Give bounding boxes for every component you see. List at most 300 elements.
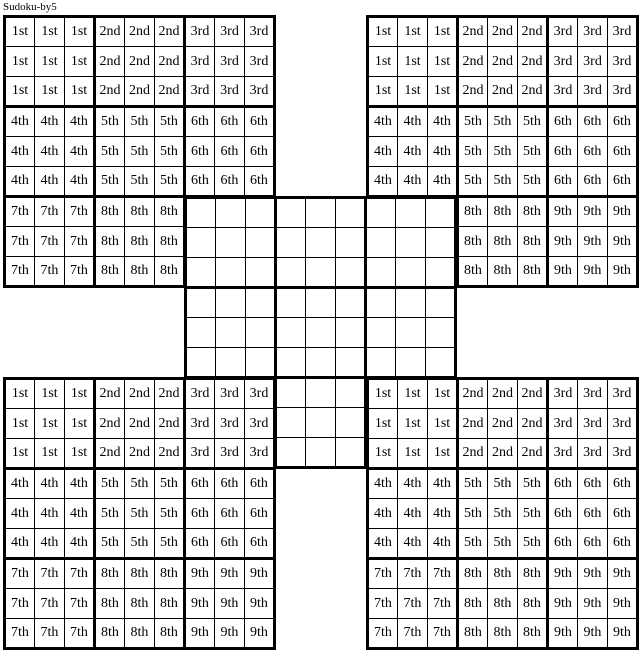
sudoku-cell[interactable]: [246, 198, 276, 228]
sudoku-cell[interactable]: 2nd: [458, 379, 488, 409]
sudoku-cell[interactable]: 2nd: [518, 409, 548, 439]
sudoku-cell[interactable]: 8th: [125, 197, 155, 227]
sudoku-cell[interactable]: 7th: [35, 227, 65, 257]
sudoku-cell[interactable]: [186, 228, 216, 258]
sudoku-cell[interactable]: 3rd: [245, 77, 275, 107]
sudoku-cell[interactable]: 3rd: [608, 439, 638, 469]
sudoku-cell[interactable]: 9th: [578, 589, 608, 619]
sudoku-cell[interactable]: 7th: [35, 619, 65, 649]
sudoku-cell[interactable]: 3rd: [608, 17, 638, 47]
sudoku-cell[interactable]: 4th: [398, 107, 428, 137]
sudoku-cell[interactable]: [336, 228, 366, 258]
sudoku-cell[interactable]: 7th: [35, 257, 65, 287]
sudoku-cell[interactable]: 6th: [578, 167, 608, 197]
sudoku-cell[interactable]: 7th: [398, 559, 428, 589]
sudoku-cell[interactable]: 3rd: [608, 409, 638, 439]
sudoku-cell[interactable]: 7th: [5, 227, 35, 257]
sudoku-cell[interactable]: 8th: [155, 257, 185, 287]
sudoku-cell[interactable]: [336, 288, 366, 318]
sudoku-cell[interactable]: 4th: [65, 107, 95, 137]
sudoku-cell[interactable]: 1st: [398, 17, 428, 47]
sudoku-cell[interactable]: 1st: [368, 379, 398, 409]
sudoku-cell[interactable]: [276, 198, 306, 228]
sudoku-cell[interactable]: 9th: [608, 589, 638, 619]
sudoku-cell[interactable]: 6th: [215, 107, 245, 137]
sudoku-cell[interactable]: 6th: [185, 529, 215, 559]
sudoku-cell[interactable]: 3rd: [578, 439, 608, 469]
sudoku-cell[interactable]: 1st: [368, 409, 398, 439]
sudoku-cell[interactable]: 9th: [578, 197, 608, 227]
sudoku-cell[interactable]: 4th: [428, 529, 458, 559]
sudoku-cell[interactable]: 5th: [518, 469, 548, 499]
sudoku-cell[interactable]: [186, 288, 216, 318]
sudoku-cell[interactable]: 8th: [458, 589, 488, 619]
sudoku-cell[interactable]: 6th: [245, 529, 275, 559]
sudoku-cell[interactable]: 4th: [398, 499, 428, 529]
sudoku-cell[interactable]: 2nd: [125, 379, 155, 409]
sudoku-cell[interactable]: 9th: [608, 619, 638, 649]
sudoku-cell[interactable]: 4th: [368, 469, 398, 499]
sudoku-cell[interactable]: [426, 228, 456, 258]
sudoku-cell[interactable]: 6th: [185, 469, 215, 499]
sudoku-cell[interactable]: [366, 258, 396, 288]
sudoku-cell[interactable]: 5th: [125, 529, 155, 559]
sudoku-cell[interactable]: 1st: [368, 77, 398, 107]
sudoku-cell[interactable]: 7th: [368, 589, 398, 619]
sudoku-cell[interactable]: [336, 378, 366, 408]
sudoku-cell[interactable]: 8th: [125, 589, 155, 619]
sudoku-cell[interactable]: 7th: [5, 619, 35, 649]
sudoku-cell[interactable]: [216, 288, 246, 318]
sudoku-cell[interactable]: 2nd: [518, 47, 548, 77]
sudoku-cell[interactable]: [366, 228, 396, 258]
sudoku-cell[interactable]: 8th: [488, 197, 518, 227]
sudoku-cell[interactable]: 1st: [5, 47, 35, 77]
sudoku-cell[interactable]: 5th: [155, 137, 185, 167]
sudoku-cell[interactable]: 2nd: [95, 77, 125, 107]
sudoku-cell[interactable]: [246, 348, 276, 378]
sudoku-cell[interactable]: [396, 228, 426, 258]
sudoku-cell[interactable]: 1st: [398, 379, 428, 409]
sudoku-cell[interactable]: 1st: [65, 439, 95, 469]
sudoku-cell[interactable]: 1st: [428, 379, 458, 409]
sudoku-cell[interactable]: 7th: [368, 619, 398, 649]
sudoku-cell[interactable]: 5th: [95, 137, 125, 167]
sudoku-cell[interactable]: 1st: [35, 379, 65, 409]
sudoku-cell[interactable]: 6th: [578, 529, 608, 559]
sudoku-cell[interactable]: 8th: [95, 197, 125, 227]
sudoku-cell[interactable]: [276, 318, 306, 348]
sudoku-cell[interactable]: 5th: [488, 529, 518, 559]
sudoku-cell[interactable]: 4th: [398, 167, 428, 197]
sudoku-cell[interactable]: 4th: [428, 167, 458, 197]
sudoku-cell[interactable]: 9th: [578, 619, 608, 649]
sudoku-cell[interactable]: [246, 258, 276, 288]
sudoku-cell[interactable]: 3rd: [215, 409, 245, 439]
sudoku-cell[interactable]: 3rd: [548, 409, 578, 439]
sudoku-cell[interactable]: 1st: [368, 47, 398, 77]
sudoku-cell[interactable]: 8th: [488, 257, 518, 287]
sudoku-cell[interactable]: 8th: [518, 227, 548, 257]
sudoku-cell[interactable]: 1st: [65, 47, 95, 77]
sudoku-cell[interactable]: 7th: [398, 589, 428, 619]
sudoku-cell[interactable]: 4th: [35, 469, 65, 499]
sudoku-cell[interactable]: 7th: [35, 589, 65, 619]
sudoku-cell[interactable]: 4th: [398, 137, 428, 167]
sudoku-cell[interactable]: 6th: [578, 107, 608, 137]
sudoku-cell[interactable]: 6th: [548, 137, 578, 167]
sudoku-cell[interactable]: 9th: [215, 589, 245, 619]
sudoku-cell[interactable]: 8th: [518, 619, 548, 649]
sudoku-cell[interactable]: 8th: [95, 257, 125, 287]
sudoku-cell[interactable]: 2nd: [155, 17, 185, 47]
sudoku-cell[interactable]: 3rd: [608, 77, 638, 107]
sudoku-cell[interactable]: 6th: [185, 499, 215, 529]
sudoku-cell[interactable]: 4th: [428, 107, 458, 137]
sudoku-cell[interactable]: [336, 438, 366, 468]
sudoku-cell[interactable]: 8th: [155, 619, 185, 649]
sudoku-cell[interactable]: [426, 198, 456, 228]
sudoku-cell[interactable]: 8th: [125, 257, 155, 287]
sudoku-cell[interactable]: [366, 288, 396, 318]
sudoku-cell[interactable]: 9th: [608, 257, 638, 287]
sudoku-cell[interactable]: 2nd: [488, 409, 518, 439]
sudoku-cell[interactable]: 3rd: [185, 17, 215, 47]
sudoku-cell[interactable]: 3rd: [548, 379, 578, 409]
sudoku-cell[interactable]: 8th: [458, 257, 488, 287]
sudoku-cell[interactable]: 3rd: [608, 47, 638, 77]
sudoku-cell[interactable]: [216, 258, 246, 288]
sudoku-cell[interactable]: 6th: [215, 469, 245, 499]
sudoku-cell[interactable]: 5th: [488, 469, 518, 499]
sudoku-cell[interactable]: 3rd: [578, 379, 608, 409]
sudoku-cell[interactable]: 9th: [548, 257, 578, 287]
sudoku-cell[interactable]: [276, 288, 306, 318]
sudoku-cell[interactable]: 2nd: [488, 379, 518, 409]
sudoku-cell[interactable]: 3rd: [578, 77, 608, 107]
sudoku-cell[interactable]: [246, 228, 276, 258]
sudoku-cell[interactable]: 1st: [398, 77, 428, 107]
sudoku-cell[interactable]: 3rd: [185, 439, 215, 469]
sudoku-cell[interactable]: 9th: [578, 257, 608, 287]
sudoku-cell[interactable]: 6th: [215, 529, 245, 559]
sudoku-cell[interactable]: 2nd: [155, 77, 185, 107]
sudoku-cell[interactable]: 6th: [245, 137, 275, 167]
sudoku-cell[interactable]: 5th: [518, 107, 548, 137]
sudoku-cell[interactable]: 7th: [65, 559, 95, 589]
sudoku-cell[interactable]: 4th: [35, 529, 65, 559]
sudoku-cell[interactable]: 2nd: [488, 77, 518, 107]
sudoku-cell[interactable]: [216, 198, 246, 228]
sudoku-cell[interactable]: 6th: [548, 107, 578, 137]
sudoku-cell[interactable]: 5th: [488, 137, 518, 167]
sudoku-cell[interactable]: [216, 228, 246, 258]
sudoku-cell[interactable]: 4th: [5, 499, 35, 529]
sudoku-cell[interactable]: 2nd: [488, 17, 518, 47]
sudoku-cell[interactable]: 4th: [35, 137, 65, 167]
sudoku-cell[interactable]: 6th: [548, 167, 578, 197]
sudoku-cell[interactable]: [426, 348, 456, 378]
sudoku-cell[interactable]: 5th: [458, 499, 488, 529]
sudoku-cell[interactable]: 3rd: [215, 47, 245, 77]
sudoku-cell[interactable]: 4th: [368, 137, 398, 167]
sudoku-cell[interactable]: 7th: [5, 559, 35, 589]
sudoku-cell[interactable]: 5th: [155, 167, 185, 197]
sudoku-cell[interactable]: 9th: [245, 559, 275, 589]
sudoku-cell[interactable]: 8th: [488, 619, 518, 649]
sudoku-cell[interactable]: 3rd: [215, 77, 245, 107]
sudoku-cell[interactable]: 6th: [245, 469, 275, 499]
sudoku-cell[interactable]: 8th: [458, 619, 488, 649]
sudoku-cell[interactable]: 5th: [95, 167, 125, 197]
sudoku-cell[interactable]: 4th: [368, 107, 398, 137]
sudoku-cell[interactable]: [276, 438, 306, 468]
sudoku-cell[interactable]: [306, 288, 336, 318]
sudoku-cell[interactable]: 3rd: [548, 47, 578, 77]
sudoku-cell[interactable]: [216, 318, 246, 348]
sudoku-cell[interactable]: 6th: [608, 107, 638, 137]
sudoku-cell[interactable]: 2nd: [95, 439, 125, 469]
sudoku-cell[interactable]: 2nd: [95, 409, 125, 439]
sudoku-cell[interactable]: 7th: [5, 589, 35, 619]
sudoku-cell[interactable]: 2nd: [458, 439, 488, 469]
sudoku-cell[interactable]: [336, 408, 366, 438]
sudoku-cell[interactable]: 3rd: [245, 439, 275, 469]
sudoku-cell[interactable]: 9th: [245, 619, 275, 649]
sudoku-cell[interactable]: 8th: [488, 589, 518, 619]
sudoku-cell[interactable]: 7th: [5, 257, 35, 287]
sudoku-cell[interactable]: 3rd: [548, 439, 578, 469]
sudoku-cell[interactable]: 1st: [368, 17, 398, 47]
sudoku-cell[interactable]: 2nd: [125, 409, 155, 439]
sudoku-cell[interactable]: 9th: [245, 589, 275, 619]
sudoku-cell[interactable]: [276, 408, 306, 438]
sudoku-cell[interactable]: 2nd: [95, 379, 125, 409]
sudoku-cell[interactable]: 1st: [398, 439, 428, 469]
sudoku-cell[interactable]: 5th: [518, 499, 548, 529]
sudoku-cell[interactable]: [186, 348, 216, 378]
sudoku-cell[interactable]: [306, 228, 336, 258]
sudoku-cell[interactable]: 3rd: [215, 379, 245, 409]
sudoku-cell[interactable]: 5th: [95, 499, 125, 529]
sudoku-cell[interactable]: [396, 318, 426, 348]
sudoku-cell[interactable]: [216, 348, 246, 378]
sudoku-cell[interactable]: 4th: [35, 167, 65, 197]
sudoku-cell[interactable]: 1st: [65, 77, 95, 107]
sudoku-cell[interactable]: 7th: [35, 197, 65, 227]
sudoku-cell[interactable]: 4th: [5, 167, 35, 197]
sudoku-cell[interactable]: 5th: [155, 529, 185, 559]
sudoku-cell[interactable]: 9th: [608, 197, 638, 227]
sudoku-cell[interactable]: 4th: [65, 167, 95, 197]
sudoku-cell[interactable]: 1st: [5, 439, 35, 469]
sudoku-cell[interactable]: 1st: [5, 17, 35, 47]
sudoku-cell[interactable]: 2nd: [458, 409, 488, 439]
sudoku-cell[interactable]: 4th: [428, 137, 458, 167]
sudoku-cell[interactable]: 8th: [458, 197, 488, 227]
sudoku-cell[interactable]: 5th: [458, 107, 488, 137]
sudoku-cell[interactable]: [336, 318, 366, 348]
sudoku-cell[interactable]: 3rd: [245, 409, 275, 439]
sudoku-cell[interactable]: 1st: [35, 17, 65, 47]
sudoku-cell[interactable]: 6th: [608, 469, 638, 499]
sudoku-cell[interactable]: 1st: [428, 77, 458, 107]
sudoku-cell[interactable]: 1st: [398, 409, 428, 439]
sudoku-cell[interactable]: [306, 378, 336, 408]
sudoku-cell[interactable]: 5th: [155, 499, 185, 529]
sudoku-cell[interactable]: 1st: [35, 409, 65, 439]
sudoku-cell[interactable]: 4th: [368, 529, 398, 559]
sudoku-cell[interactable]: [366, 348, 396, 378]
sudoku-cell[interactable]: [186, 258, 216, 288]
sudoku-cell[interactable]: 6th: [608, 167, 638, 197]
sudoku-cell[interactable]: 2nd: [458, 47, 488, 77]
sudoku-cell[interactable]: 7th: [428, 559, 458, 589]
sudoku-cell[interactable]: 2nd: [125, 439, 155, 469]
sudoku-cell[interactable]: [246, 288, 276, 318]
sudoku-cell[interactable]: 5th: [458, 529, 488, 559]
sudoku-cell[interactable]: 8th: [155, 559, 185, 589]
sudoku-cell[interactable]: 6th: [578, 499, 608, 529]
sudoku-cell[interactable]: 1st: [35, 47, 65, 77]
sudoku-cell[interactable]: 5th: [488, 499, 518, 529]
sudoku-cell[interactable]: 2nd: [518, 77, 548, 107]
sudoku-cell[interactable]: [426, 258, 456, 288]
sudoku-cell[interactable]: 4th: [65, 137, 95, 167]
sudoku-cell[interactable]: [426, 288, 456, 318]
sudoku-cell[interactable]: 9th: [185, 619, 215, 649]
sudoku-cell[interactable]: [336, 258, 366, 288]
sudoku-cell[interactable]: 8th: [518, 559, 548, 589]
sudoku-cell[interactable]: 3rd: [548, 77, 578, 107]
sudoku-cell[interactable]: 6th: [548, 529, 578, 559]
sudoku-cell[interactable]: 3rd: [578, 409, 608, 439]
sudoku-cell[interactable]: 2nd: [488, 439, 518, 469]
sudoku-cell[interactable]: 5th: [125, 137, 155, 167]
sudoku-cell[interactable]: 3rd: [245, 17, 275, 47]
sudoku-cell[interactable]: [336, 198, 366, 228]
sudoku-cell[interactable]: 8th: [458, 559, 488, 589]
sudoku-cell[interactable]: 8th: [125, 227, 155, 257]
sudoku-cell[interactable]: 9th: [578, 559, 608, 589]
sudoku-cell[interactable]: 1st: [65, 409, 95, 439]
sudoku-cell[interactable]: 8th: [95, 559, 125, 589]
sudoku-cell[interactable]: 2nd: [125, 17, 155, 47]
sudoku-cell[interactable]: 5th: [95, 529, 125, 559]
sudoku-cell[interactable]: 1st: [5, 379, 35, 409]
sudoku-cell[interactable]: [246, 318, 276, 348]
sudoku-cell[interactable]: 6th: [578, 469, 608, 499]
sudoku-cell[interactable]: 9th: [548, 589, 578, 619]
sudoku-cell[interactable]: 4th: [65, 469, 95, 499]
sudoku-cell[interactable]: 7th: [65, 227, 95, 257]
sudoku-cell[interactable]: 5th: [458, 469, 488, 499]
sudoku-cell[interactable]: 6th: [245, 107, 275, 137]
sudoku-cell[interactable]: 5th: [95, 469, 125, 499]
sudoku-cell[interactable]: [306, 258, 336, 288]
sudoku-cell[interactable]: 8th: [518, 197, 548, 227]
sudoku-cell[interactable]: 9th: [578, 227, 608, 257]
sudoku-cell[interactable]: 5th: [95, 107, 125, 137]
sudoku-cell[interactable]: [366, 198, 396, 228]
sudoku-cell[interactable]: 1st: [5, 77, 35, 107]
sudoku-cell[interactable]: 4th: [368, 167, 398, 197]
sudoku-cell[interactable]: 2nd: [95, 17, 125, 47]
sudoku-cell[interactable]: 1st: [398, 47, 428, 77]
sudoku-cell[interactable]: 4th: [368, 499, 398, 529]
sudoku-cell[interactable]: 8th: [95, 227, 125, 257]
sudoku-cell[interactable]: 5th: [488, 167, 518, 197]
sudoku-cell[interactable]: 2nd: [155, 379, 185, 409]
sudoku-cell[interactable]: 2nd: [155, 439, 185, 469]
sudoku-cell[interactable]: 7th: [368, 559, 398, 589]
sudoku-cell[interactable]: 6th: [548, 469, 578, 499]
sudoku-cell[interactable]: 9th: [215, 619, 245, 649]
sudoku-cell[interactable]: 2nd: [518, 439, 548, 469]
sudoku-cell[interactable]: 5th: [458, 167, 488, 197]
sudoku-cell[interactable]: [426, 318, 456, 348]
sudoku-cell[interactable]: 2nd: [155, 47, 185, 77]
sudoku-cell[interactable]: 2nd: [125, 77, 155, 107]
sudoku-cell[interactable]: 8th: [518, 589, 548, 619]
sudoku-cell[interactable]: 8th: [155, 197, 185, 227]
sudoku-cell[interactable]: 8th: [95, 619, 125, 649]
sudoku-cell[interactable]: 5th: [155, 107, 185, 137]
sudoku-cell[interactable]: 3rd: [245, 47, 275, 77]
sudoku-cell[interactable]: 9th: [185, 589, 215, 619]
sudoku-cell[interactable]: 2nd: [125, 47, 155, 77]
sudoku-cell[interactable]: 1st: [65, 17, 95, 47]
sudoku-cell[interactable]: 6th: [608, 499, 638, 529]
sudoku-cell[interactable]: 6th: [185, 137, 215, 167]
sudoku-cell[interactable]: 2nd: [518, 17, 548, 47]
sudoku-cell[interactable]: 7th: [65, 619, 95, 649]
sudoku-cell[interactable]: 1st: [65, 379, 95, 409]
sudoku-cell[interactable]: 1st: [35, 77, 65, 107]
sudoku-cell[interactable]: 7th: [428, 589, 458, 619]
sudoku-cell[interactable]: 7th: [5, 197, 35, 227]
sudoku-cell[interactable]: [306, 348, 336, 378]
sudoku-cell[interactable]: 6th: [578, 137, 608, 167]
sudoku-cell[interactable]: 2nd: [518, 379, 548, 409]
sudoku-cell[interactable]: 8th: [125, 559, 155, 589]
sudoku-cell[interactable]: 9th: [185, 559, 215, 589]
sudoku-cell[interactable]: [396, 348, 426, 378]
sudoku-cell[interactable]: 7th: [65, 197, 95, 227]
sudoku-cell[interactable]: 5th: [518, 137, 548, 167]
sudoku-cell[interactable]: 9th: [215, 559, 245, 589]
sudoku-cell[interactable]: 5th: [125, 499, 155, 529]
sudoku-cell[interactable]: 2nd: [458, 77, 488, 107]
sudoku-cell[interactable]: [186, 198, 216, 228]
sudoku-cell[interactable]: 9th: [608, 559, 638, 589]
sudoku-cell[interactable]: [396, 258, 426, 288]
sudoku-cell[interactable]: 4th: [5, 137, 35, 167]
sudoku-cell[interactable]: 6th: [245, 167, 275, 197]
sudoku-cell[interactable]: 8th: [488, 559, 518, 589]
sudoku-cell[interactable]: 6th: [608, 137, 638, 167]
sudoku-cell[interactable]: [276, 258, 306, 288]
sudoku-cell[interactable]: 9th: [548, 197, 578, 227]
sudoku-cell[interactable]: 3rd: [578, 47, 608, 77]
sudoku-cell[interactable]: 4th: [65, 499, 95, 529]
sudoku-cell[interactable]: 7th: [35, 559, 65, 589]
sudoku-cell[interactable]: 4th: [428, 469, 458, 499]
sudoku-cell[interactable]: 9th: [548, 227, 578, 257]
sudoku-cell[interactable]: 4th: [428, 499, 458, 529]
sudoku-cell[interactable]: 4th: [398, 469, 428, 499]
sudoku-cell[interactable]: 3rd: [245, 379, 275, 409]
